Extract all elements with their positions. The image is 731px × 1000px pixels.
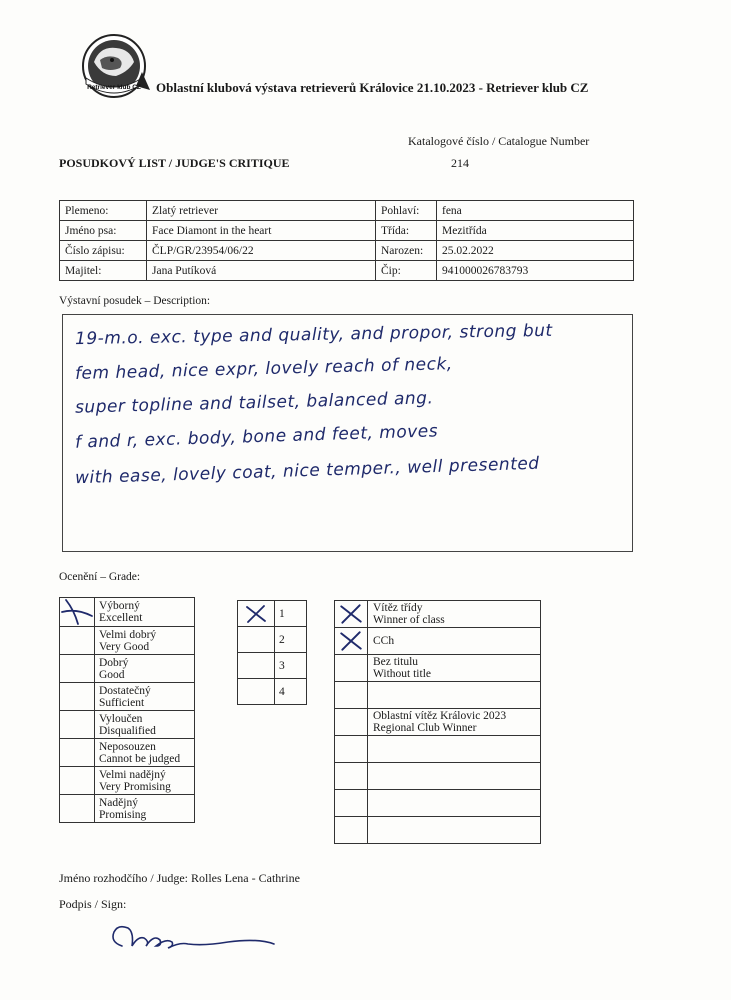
placement-checkbox[interactable] — [238, 679, 275, 705]
description-line: with ease, lovely coat, nice temper., well presented — [74, 453, 540, 489]
grade-row — [60, 683, 195, 711]
table-row — [60, 201, 634, 221]
grade-option-label: Výborný Excellent — [95, 598, 195, 627]
grade-label: Ocenění – Grade: — [59, 571, 141, 583]
judge-signature — [108, 912, 278, 960]
grade-row — [60, 627, 195, 655]
title-row — [335, 709, 541, 736]
title-option-label — [368, 763, 541, 790]
chip-value: 941000026783793 — [437, 261, 634, 281]
title-option-label: CCh — [368, 628, 541, 655]
grade-checkbox[interactable] — [60, 711, 95, 739]
breed-value: Zlatý retriever — [147, 201, 376, 221]
grade-row — [60, 655, 195, 683]
grade-option-label: Velmi nadějný Very Promising — [95, 767, 195, 795]
placement-number: 3 — [275, 653, 307, 679]
grade-checkbox[interactable] — [60, 739, 95, 767]
title-row — [335, 601, 541, 628]
placement-row — [238, 627, 307, 653]
description-line: 19-m.o. exc. type and quality, and propor, strong but — [74, 320, 553, 350]
description-line: fem head, nice expr, lovely reach of neck, — [74, 354, 453, 384]
club-logo — [76, 32, 154, 104]
owner-label: Majitel: — [60, 261, 147, 281]
grade-row — [60, 767, 195, 795]
title-row — [335, 682, 541, 709]
title-checkbox[interactable] — [335, 736, 368, 763]
placement-number: 1 — [275, 601, 307, 627]
title-option-label — [368, 736, 541, 763]
title-option-label — [368, 817, 541, 844]
grade-option-label: Vyloučen Disqualified — [95, 711, 195, 739]
placement-number: 2 — [275, 627, 307, 653]
placement-row — [238, 653, 307, 679]
sign-label: Podpis / Sign: — [59, 897, 127, 911]
placement-number: 4 — [275, 679, 307, 705]
grade-checkbox[interactable] — [60, 683, 95, 711]
title-row — [335, 817, 541, 844]
grade-checkbox[interactable] — [60, 655, 95, 683]
title-option-label — [368, 682, 541, 709]
placement-checkbox[interactable] — [238, 601, 275, 627]
grade-row — [60, 711, 195, 739]
x-mark-icon — [338, 630, 364, 652]
x-mark-icon — [244, 604, 268, 624]
description-label: Výstavní posudek – Description: — [59, 295, 211, 307]
critique-title: POSUDKOVÝ LIST / JUDGE'S CRITIQUE — [59, 156, 290, 170]
grade-row — [60, 598, 195, 627]
sex-value: fena — [437, 201, 634, 221]
title-row — [335, 655, 541, 682]
placement-row — [238, 601, 307, 627]
title-table — [334, 600, 541, 844]
born-value: 25.02.2022 — [437, 241, 634, 261]
placement-checkbox[interactable] — [238, 627, 275, 653]
title-checkbox[interactable] — [335, 601, 368, 628]
check-mark-icon — [60, 598, 94, 626]
dog-info-table — [59, 200, 634, 281]
catalogue-label: Katalogové číslo / Catalogue Number — [408, 134, 590, 148]
x-mark-icon — [338, 603, 364, 625]
grade-row — [60, 739, 195, 767]
placement-row — [238, 679, 307, 705]
grade-checkbox[interactable] — [60, 767, 95, 795]
description-line: f and r, exc. body, bone and feet, moves — [74, 421, 439, 453]
title-checkbox[interactable] — [335, 628, 368, 655]
title-option-label: Bez titulu Without title — [368, 655, 541, 682]
title-option-label: Vítěz třídy Winner of class — [368, 601, 541, 628]
title-checkbox[interactable] — [335, 709, 368, 736]
title-checkbox[interactable] — [335, 655, 368, 682]
born-label: Narozen: — [376, 241, 437, 261]
title-row — [335, 790, 541, 817]
title-checkbox[interactable] — [335, 763, 368, 790]
sex-label: Pohlaví: — [376, 201, 437, 221]
grade-option-label: Nadějný Promising — [95, 795, 195, 823]
grade-row — [60, 795, 195, 823]
owner-value: Jana Putíková — [147, 261, 376, 281]
class-value: Mezitřída — [437, 221, 634, 241]
judge-name: Jméno rozhodčího / Judge: Rolles Lena - Cathrine — [59, 871, 300, 885]
title-row — [335, 628, 541, 655]
grade-checkbox[interactable] — [60, 795, 95, 823]
grade-option-label: Dobrý Good — [95, 655, 195, 683]
grade-checkbox[interactable] — [60, 627, 95, 655]
class-label: Třída: — [376, 221, 437, 241]
description-box — [62, 314, 633, 552]
placement-checkbox[interactable] — [238, 653, 275, 679]
title-option-label: Oblastní vítěz Královic 2023 Regional Club Winner — [368, 709, 541, 736]
table-row — [60, 221, 634, 241]
description-line: super topline and tailset, balanced ang. — [74, 388, 434, 418]
logo-text: Retriever klub CZ — [87, 84, 141, 91]
show-title: Oblastní klubová výstava retrieverů Královice 21.10.2023 - Retriever klub CZ — [156, 80, 589, 95]
table-row — [60, 261, 634, 281]
grade-option-label: Neposouzen Cannot be judged — [95, 739, 195, 767]
grade-option-label: Velmi dobrý Very Good — [95, 627, 195, 655]
chip-label: Čip: — [376, 261, 437, 281]
name-value: Face Diamont in the heart — [147, 221, 376, 241]
title-option-label — [368, 790, 541, 817]
title-checkbox[interactable] — [335, 682, 368, 709]
breed-label: Plemeno: — [60, 201, 147, 221]
placement-table — [237, 600, 307, 705]
grade-checkbox[interactable] — [60, 598, 95, 627]
reg-value: ČLP/GR/23954/06/22 — [147, 241, 376, 261]
title-row — [335, 736, 541, 763]
catalogue-number: 214 — [451, 156, 469, 170]
reg-label: Číslo zápisu: — [60, 241, 147, 261]
name-label: Jméno psa: — [60, 221, 147, 241]
table-row — [60, 241, 634, 261]
title-checkbox[interactable] — [335, 790, 368, 817]
title-checkbox[interactable] — [335, 817, 368, 844]
grade-table — [59, 597, 195, 823]
title-row — [335, 763, 541, 790]
grade-option-label: Dostatečný Sufficient — [95, 683, 195, 711]
